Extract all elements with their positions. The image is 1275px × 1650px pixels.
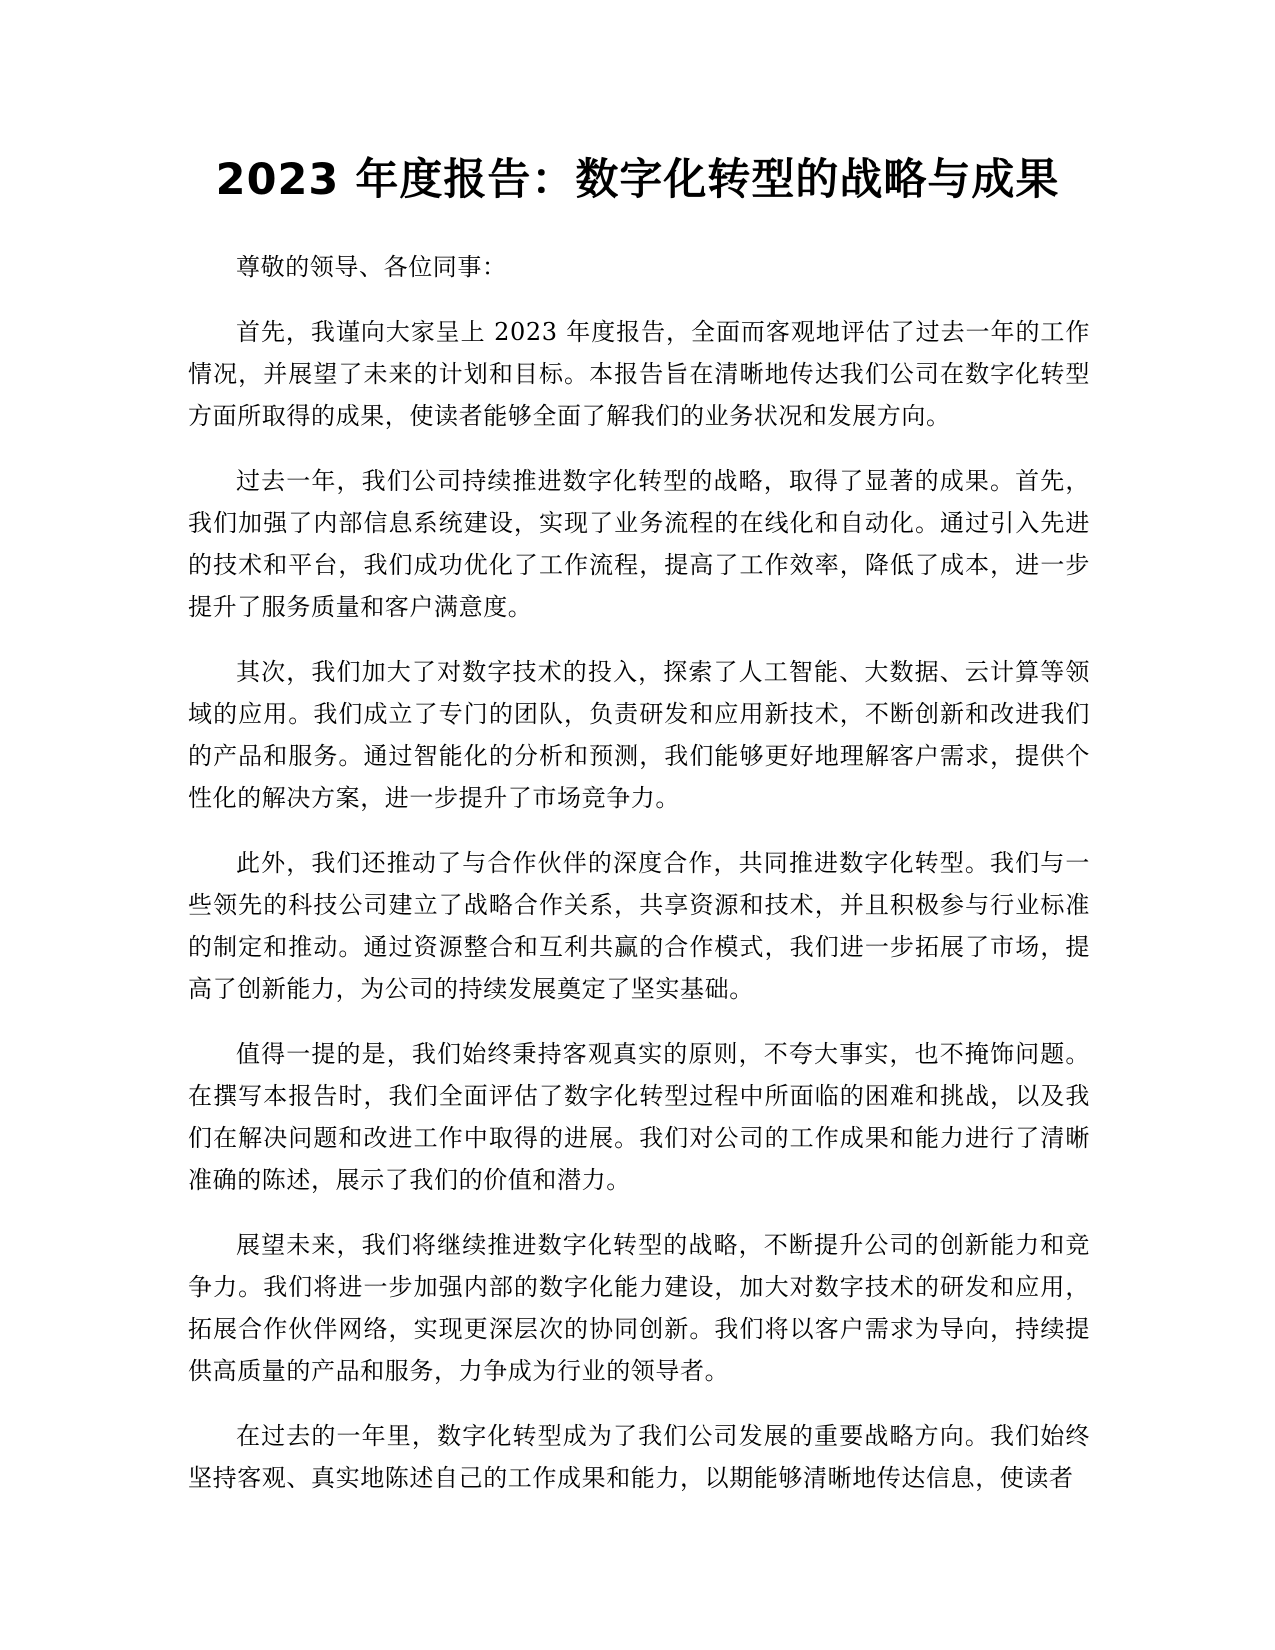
paragraph-past-year: 过去一年，我们公司持续推进数字化转型的战略，取得了显著的成果。首先，我们加强了内部信息系统建设，实现了业务流程的在线化和自动化。通过引入先进的技术和平台，我们成功优化了工作流程，提高了工作效率，降低了成本，进一步提升了服务质量和客户满意度。 xyxy=(188,467,1090,621)
paragraph-objectivity: 值得一提的是，我们始终秉持客观真实的原则，不夸大事实，也不掩饰问题。在撰写本报告时，我们全面评估了数字化转型过程中所面临的困难和挑战，以及我们在解决问题和改进工作中取得的进展。我们对公司的工作成果和能力进行了清晰准确的陈述，展示了我们的价值和潜力。 xyxy=(188,1040,1090,1194)
salutation: 尊敬的领导、各位同事： xyxy=(236,253,507,281)
paragraph-summary: 在过去的一年里，数字化转型成为了我们公司发展的重要战略方向。我们始终坚持客观、真实地陈述自己的工作成果和能力，以期能够清晰地传达信息，使读者 xyxy=(188,1422,1090,1492)
paragraph-partnership: 此外，我们还推动了与合作伙伴的深度合作，共同推进数字化转型。我们与一些领先的科技公司建立了战略合作关系，共享资源和技术，并且积极参与行业标准的制定和推动。通过资源整合和互利共赢的合作模式，我们进一步拓展了市场，提高了创新能力，为公司的持续发展奠定了坚实基础。 xyxy=(188,849,1090,1003)
document-body xyxy=(188,246,1090,1522)
paragraph-intro: 首先，我谨向大家呈上 2023 年度报告，全面而客观地评估了过去一年的工作情况，并展望了未来的计划和目标。本报告旨在清晰地传达我们公司在数字化转型方面所取得的成果，使读者能够全面了解我们的业务状况和发展方向。 xyxy=(188,318,1090,430)
document-title: 2023 年度报告：数字化转型的战略与成果 xyxy=(215,155,1060,205)
paragraph-outlook: 展望未来，我们将继续推进数字化转型的战略，不断提升公司的创新能力和竞争力。我们将进一步加强内部的数字化能力建设，加大对数字技术的研发和应用，拓展合作伙伴网络，实现更深层次的协同创新。我们将以客户需求为导向，持续提供高质量的产品和服务，力争成为行业的领导者。 xyxy=(188,1231,1090,1385)
paragraph-digital-investment: 其次，我们加大了对数字技术的投入，探索了人工智能、大数据、云计算等领域的应用。我们成立了专门的团队，负责研发和应用新技术，不断创新和改进我们的产品和服务。通过智能化的分析和预测，我们能够更好地理解客户需求，提供个性化的解决方案，进一步提升了市场竞争力。 xyxy=(188,658,1090,812)
